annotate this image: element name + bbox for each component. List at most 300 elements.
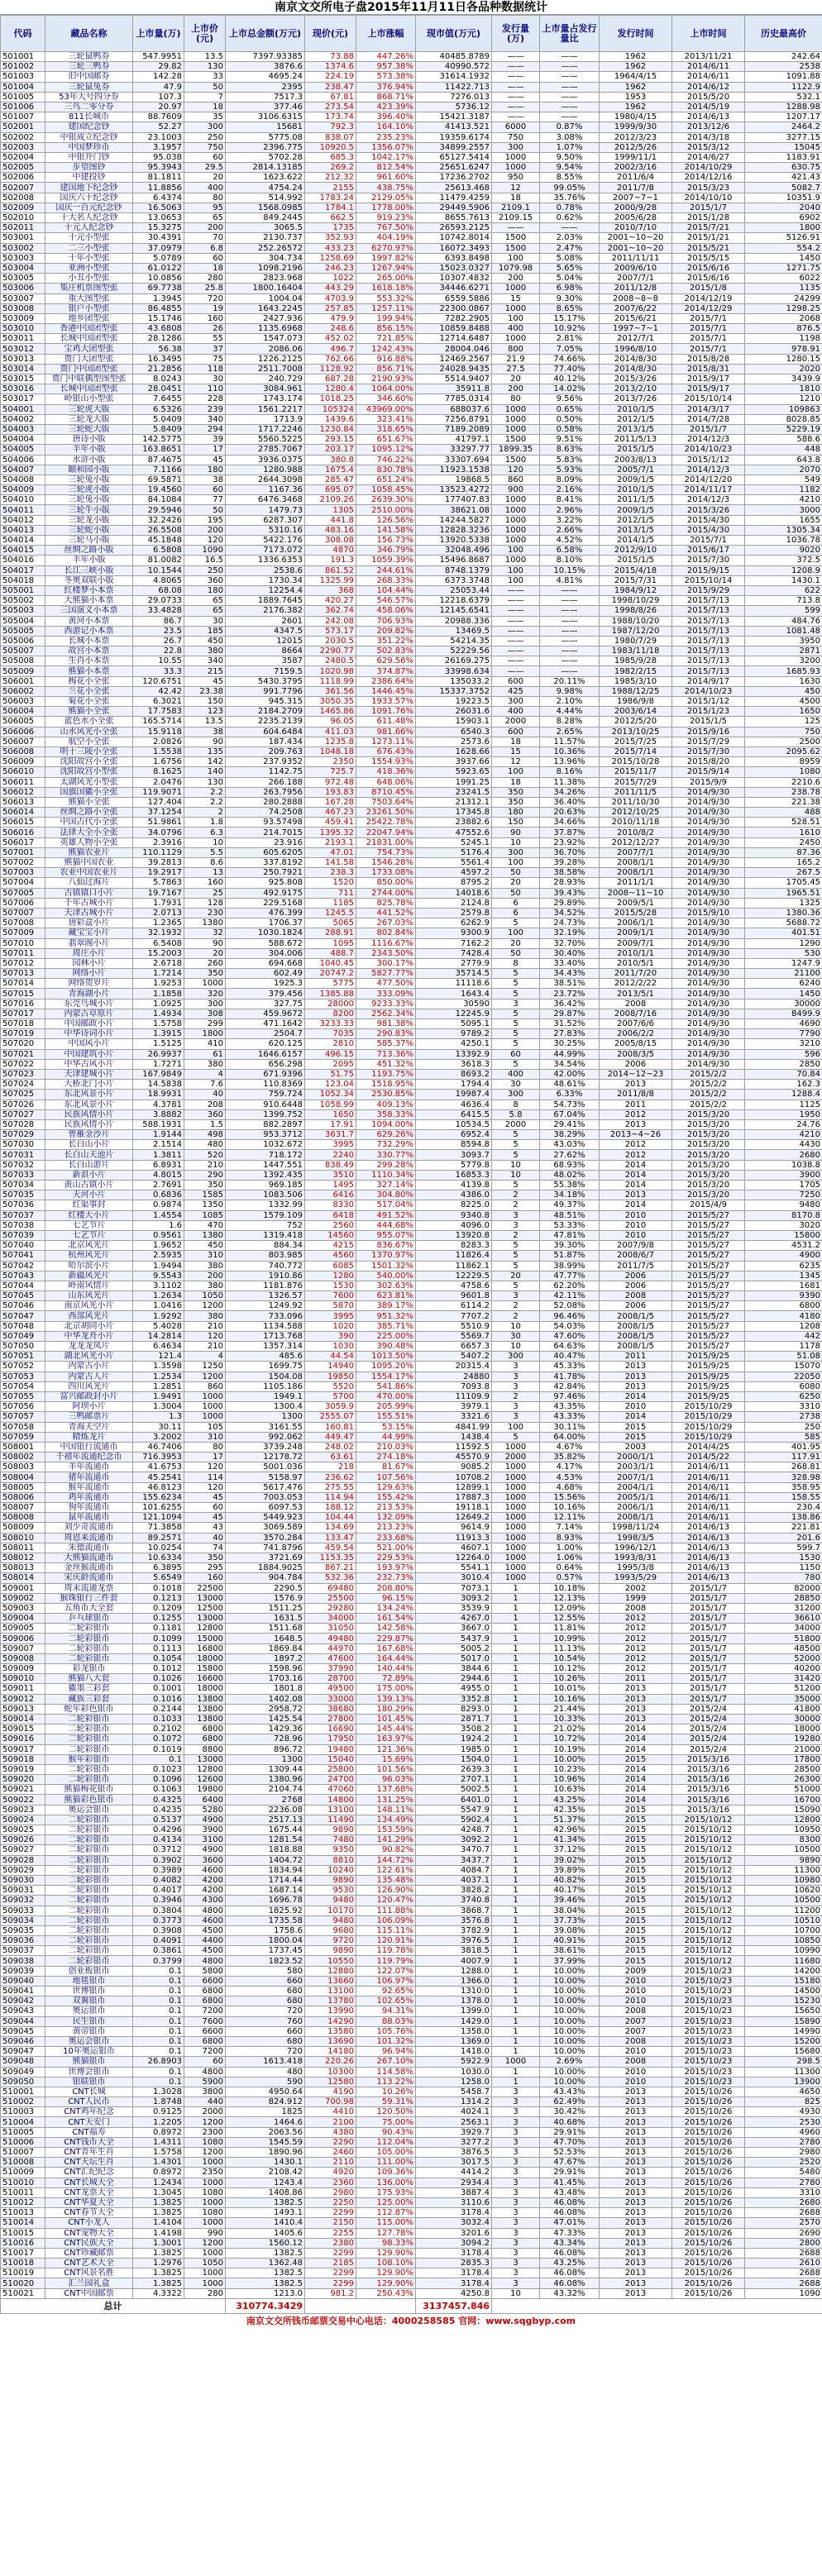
table-cell: 5688.72 <box>745 918 822 928</box>
table-cell: 4139.8 <box>416 1181 492 1190</box>
table-cell: 二轮彩银币 <box>45 1624 133 1634</box>
table-cell: 13.96% <box>540 757 600 767</box>
table-cell: 360 <box>184 1109 226 1119</box>
table-cell: 45 <box>184 676 226 686</box>
table-cell: 290 <box>184 1170 226 1180</box>
table-cell: 90.43% <box>356 2127 416 2137</box>
table-cell: 0.1019 <box>133 1744 184 1754</box>
table-cell: 506013 <box>1 797 45 807</box>
table-cell: 0.1 <box>133 2067 184 2077</box>
table-cell: 1.7271 <box>133 1059 184 1069</box>
table-cell: 509034 <box>1 1915 45 1925</box>
table-cell: 549 <box>745 475 822 484</box>
table-row <box>1 445 822 455</box>
table-cell: 2015/6/16 <box>672 274 745 284</box>
table-row <box>1 1886 822 1896</box>
table-cell: 1042.17% <box>356 152 416 162</box>
table-cell: 2015/10/23 <box>672 2006 745 2016</box>
table-cell: 496.15 <box>305 1049 356 1059</box>
table-cell: 11592.5 <box>416 1442 492 1452</box>
table-cell: 2570 <box>745 2218 822 2228</box>
table-cell: 0.1 <box>133 1976 184 1986</box>
table-cell: 2015/3/26 <box>672 505 745 515</box>
table-cell: 1988/12/25 <box>600 686 672 696</box>
table-row <box>1 1543 822 1553</box>
table-cell: 981.38% <box>356 1019 416 1029</box>
table-row <box>1 334 822 344</box>
table-row <box>1 1734 822 1744</box>
table-cell: 1258.0 <box>416 2077 492 2087</box>
table-row <box>1 1573 822 1583</box>
column-header: 现市值(万元) <box>416 16 492 52</box>
table-cell: 187.434 <box>226 737 305 747</box>
table-cell: 203.17 <box>305 445 356 455</box>
table-row <box>1 303 822 313</box>
table-cell: 507025 <box>1 1090 45 1100</box>
table-cell: 507031 <box>1 1150 45 1160</box>
table-cell: 1 <box>492 1845 540 1855</box>
table-row <box>1 958 822 968</box>
table-cell: 1.8748 <box>133 2097 184 2107</box>
table-row <box>1 62 822 72</box>
table-cell: 510008 <box>1 2158 45 2168</box>
table-cell: 4.81% <box>540 575 600 585</box>
table-cell: 6000 <box>492 122 540 132</box>
table-cell: 10.00% <box>540 1966 600 1976</box>
table-cell: 40.91% <box>540 1936 600 1946</box>
table-cell: 101.32% <box>356 2036 416 2046</box>
table-cell: 37.87% <box>540 828 600 837</box>
table-cell: 二轮彩银币 <box>45 1845 133 1855</box>
table-row <box>1 707 822 717</box>
table-cell: 2015/10/23 <box>672 2016 745 2026</box>
table-cell: 彩龙银币 <box>45 1664 133 1674</box>
table-cell: 2300 <box>184 2127 226 2137</box>
table-cell: 7035 <box>305 1029 356 1039</box>
table-cell: 471.1642 <box>226 1019 305 1029</box>
table-cell: 2290.5 <box>226 1583 305 1593</box>
table-cell: 26593.2125 <box>416 223 492 233</box>
table-cell: 3868.7 <box>416 1906 492 1915</box>
table-cell: 2014/6/13 <box>672 1563 745 1573</box>
table-cell: 0.3773 <box>133 1915 184 1925</box>
table-cell: 501001 <box>1 52 45 62</box>
table-cell: 5870 <box>305 1301 356 1311</box>
table-cell: 10 <box>492 2288 540 2298</box>
table-cell: 6657.3 <box>416 1342 492 1352</box>
table-cell: 1267.94% <box>356 263 416 273</box>
table-cell: 34.18% <box>540 1190 600 1200</box>
table-cell: 7003.053 <box>226 1492 305 1502</box>
table-cell: 岭南风情片 <box>45 1281 133 1290</box>
table-cell: 2008 <box>600 2006 672 2016</box>
table-cell: 1 <box>492 1987 540 1996</box>
table-cell: 506005 <box>1 717 45 727</box>
table-cell: 1095 <box>305 938 356 948</box>
table-cell: 882.2897 <box>226 1119 305 1129</box>
table-cell: 425 <box>492 686 540 696</box>
table-cell: 503008 <box>1 303 45 313</box>
table-cell: 1356.07% <box>356 142 416 152</box>
table-cell: 七艺节片 <box>45 1220 133 1230</box>
table-cell: 31050 <box>305 1624 356 1634</box>
table-cell: 2011/5/13 <box>600 435 672 445</box>
table-cell: 507019 <box>1 1029 45 1039</box>
table-cell: 919.23% <box>356 213 416 223</box>
table-cell: 13660 <box>305 1976 356 1986</box>
table-cell: 2014/6/11 <box>672 1492 745 1502</box>
table-cell: 3 <box>492 2197 540 2207</box>
table-cell: 11923.1538 <box>416 465 492 475</box>
table-cell: 2014/9/30 <box>672 847 745 857</box>
table-cell: 1982/2/15 <box>600 666 672 676</box>
table-cell: 504010 <box>1 495 45 505</box>
table-cell: 1993/5/29 <box>600 1573 672 1583</box>
table-cell: 1382.5 <box>226 2248 305 2258</box>
totals-label: 总计 <box>1 2298 226 2313</box>
table-cell: 2015/1/8 <box>672 284 745 293</box>
table-cell: 二轮彩银币 <box>45 1815 133 1825</box>
table-cell: 0.57% <box>540 1573 600 1583</box>
table-cell: 2644.3098 <box>226 475 305 484</box>
table-cell: 2013 <box>600 1362 672 1371</box>
table-row <box>1 485 822 495</box>
table-cell: 2000 <box>492 1119 540 1129</box>
table-cell: 10700 <box>745 1925 822 1935</box>
table-cell: 825 <box>745 2097 822 2107</box>
table-cell: 485.6 <box>226 1352 305 1362</box>
table-cell: 2.0476 <box>133 777 184 787</box>
table-cell: 3059.9 <box>305 1402 356 1412</box>
table-cell: 10.1544 <box>133 565 184 575</box>
table-cell: 2015/4/30 <box>672 525 745 535</box>
table-cell: 210 <box>184 1342 226 1352</box>
table-cell: 0.2102 <box>133 1724 184 1734</box>
table-cell: 114.94 <box>305 1492 356 1502</box>
table-cell: 2015/6/16 <box>672 263 745 273</box>
table-cell: 2007/1/1 <box>600 1472 672 1482</box>
table-cell: 2450 <box>745 837 822 847</box>
table-cell: 896.72 <box>226 1744 305 1754</box>
table-cell: 1 <box>492 1624 540 1634</box>
table-cell: 2014/9/30 <box>672 928 745 938</box>
table-cell: 25651.6247 <box>416 163 492 173</box>
table-cell: 15045 <box>745 142 822 152</box>
table-header-row <box>1 16 822 52</box>
table-cell: 308 <box>184 1009 226 1018</box>
table-cell: 37.73% <box>540 1915 600 1925</box>
table-cell: 1243.4 <box>226 2178 305 2187</box>
table-cell: 6600 <box>184 1976 226 1986</box>
table-cell: 5.8409 <box>133 424 184 434</box>
table-cell: 30.11 <box>133 1422 184 1432</box>
table-cell: 2014/6/13 <box>672 1573 745 1583</box>
table-cell: 188.12 <box>305 1503 356 1513</box>
table-cell: 1.2365 <box>133 918 184 928</box>
table-cell: 0.1213 <box>133 1593 184 1603</box>
table-cell: 5158.97 <box>226 1472 305 1482</box>
table-cell: 2015/10/12 <box>672 1865 745 1875</box>
table-cell: 1.3825 <box>133 2268 184 2278</box>
table-cell: 1985/3/10 <box>600 676 672 686</box>
table-cell: 3.1102 <box>133 1281 184 1290</box>
table-cell: 6559.5886 <box>416 293 492 303</box>
table-cell: 三轮龙小版 <box>45 515 133 525</box>
table-cell: 21.2856 <box>133 364 184 374</box>
table-cell: 7093.8 <box>416 1381 492 1391</box>
table-row <box>1 2057 822 2067</box>
table-cell: 2015/1/12 <box>672 455 745 465</box>
table-cell: 105324 <box>305 404 356 414</box>
table-cell: 1235.8 <box>305 737 356 747</box>
table-cell: 2.1514 <box>133 1140 184 1150</box>
table-cell: 二轮彩银币 <box>45 1946 133 1956</box>
table-cell: 77 <box>184 495 226 505</box>
table-cell: 856.15% <box>356 324 416 334</box>
table-cell: 161.54% <box>356 1614 416 1624</box>
table-cell: 503014 <box>1 364 45 374</box>
table-cell: 2014/1/5 <box>600 536 672 546</box>
table-cell: 599.7 <box>745 1543 822 1553</box>
table-cell: 20988.336 <box>416 616 492 626</box>
table-cell: 38.51% <box>540 979 600 989</box>
table-cell: 3979.1 <box>416 1402 492 1412</box>
table-cell: 981.66% <box>356 727 416 737</box>
table-cell: 43 <box>184 1523 226 1533</box>
table-cell: 2015/5/27 <box>672 1311 745 1321</box>
table-cell: —— <box>492 636 540 646</box>
table-cell: 90 <box>184 938 226 948</box>
table-cell: 868.71% <box>356 92 416 102</box>
table-cell: 1511.68 <box>226 1624 305 1634</box>
table-cell: 2010/7/10 <box>600 223 672 233</box>
table-cell: 25 <box>184 888 226 898</box>
table-cell: 2013 <box>600 2107 672 2117</box>
table-cell: 2814.13185 <box>226 163 305 173</box>
table-cell: 1280.4 <box>305 384 356 394</box>
table-cell: 502009 <box>1 203 45 212</box>
table-row <box>1 1775 822 1785</box>
table-cell: 1000 <box>184 2178 226 2187</box>
table-cell: 2980 <box>745 2148 822 2158</box>
table-cell: 2520 <box>745 2158 822 2168</box>
table-cell: 2010 <box>600 2047 672 2057</box>
table-cell: 2008~11~10 <box>600 888 672 898</box>
table-cell: 43.34% <box>540 2238 600 2248</box>
table-cell: 猴年流通币 <box>45 1482 133 1492</box>
table-cell: 503013 <box>1 354 45 364</box>
table-cell: 825.78% <box>356 898 416 908</box>
table-cell: 二轮彩银币 <box>45 1744 133 1754</box>
table-cell: 2008/1/1 <box>600 858 672 868</box>
table-cell: 1058.45% <box>356 485 416 495</box>
table-cell: 8655.7613 <box>416 213 492 223</box>
table-cell: 1429.0 <box>416 2016 492 2026</box>
table-cell: 4500 <box>745 697 822 707</box>
table-cell: 19.7167 <box>133 888 184 898</box>
table-cell: 2.6718 <box>133 958 184 968</box>
table-row <box>1 1049 822 1059</box>
table-cell: 452.02 <box>305 334 356 344</box>
table-cell: 5 <box>492 1281 540 1290</box>
table-cell: 280 <box>184 274 226 284</box>
table-cell: 三轮虎小版 <box>45 485 133 495</box>
table-cell: 110.8369 <box>226 1080 305 1090</box>
table-cell: 8.28% <box>540 717 600 727</box>
table-cell: 163.97% <box>356 1734 416 1744</box>
table-cell: 4200 <box>184 1875 226 1885</box>
table-cell: 2155 <box>305 183 356 193</box>
table-cell: 11.81% <box>540 1624 600 1634</box>
table-cell: 20315.4 <box>416 1362 492 1371</box>
table-cell: 集庄机票图型张 <box>45 284 133 293</box>
table-cell: 2010 <box>600 1987 672 1996</box>
table-cell: 8.1625 <box>133 767 184 777</box>
table-cell: 250 <box>184 565 226 575</box>
table-cell: 214.7015 <box>226 828 305 837</box>
table-cell: 2014/9/30 <box>672 948 745 958</box>
table-cell: 2015/4/9 <box>672 1200 745 1210</box>
table-cell: 3929.7 <box>416 2127 492 2137</box>
table-cell: 1408.86 <box>226 2187 305 2197</box>
table-cell: 13000 <box>184 1614 226 1624</box>
table-cell: 7.05% <box>540 344 600 354</box>
table-cell: 36610 <box>745 1614 822 1624</box>
table-cell: 11118.6 <box>416 979 492 989</box>
table-cell: 504014 <box>1 536 45 546</box>
table-cell: 32.70% <box>540 938 600 948</box>
table-cell: 510012 <box>1 2197 45 2207</box>
table-cell: 1048.18 <box>305 747 356 756</box>
table-cell: 2015/1/5 <box>672 717 745 727</box>
table-cell: 2015/7/13 <box>672 646 745 656</box>
table-cell: 2013 <box>600 1190 672 1200</box>
table-cell: 48.02% <box>540 1170 600 1180</box>
table-cell: 1 <box>492 1785 540 1795</box>
table-cell: 132.09% <box>356 1513 416 1523</box>
table-cell: 115.00% <box>356 2218 416 2228</box>
table-cell: 867.21 <box>305 1563 356 1573</box>
table-cell: 北京风光片 <box>45 1241 133 1251</box>
table-cell: 5560.5225 <box>226 435 305 445</box>
table-row <box>1 847 822 857</box>
table-cell: 9890 <box>745 1855 822 1865</box>
table-cell: 2014/9/30 <box>672 938 745 948</box>
table-cell: 138.86 <box>745 1513 822 1523</box>
table-cell: 3 <box>492 2218 540 2228</box>
table-cell: 3 <box>492 2208 540 2218</box>
table-cell: 7282.2905 <box>416 313 492 323</box>
table-cell: 19118.1 <box>416 1503 492 1513</box>
table-cell: 1178 <box>745 1342 822 1352</box>
table-cell: 4800 <box>184 1956 226 1966</box>
table-cell: 2958.72 <box>226 1704 305 1714</box>
table-cell: 二轮彩银币 <box>45 1855 133 1865</box>
table-cell: —— <box>540 62 600 72</box>
table-cell: 10.15% <box>540 565 600 575</box>
table-cell: 3800 <box>184 2087 226 2097</box>
table-cell: 10510 <box>745 1915 822 1925</box>
table-cell: 28500 <box>745 1764 822 1774</box>
table-cell: 17345.8 <box>416 808 492 818</box>
table-cell: 81.0082 <box>133 556 184 565</box>
table-cell: 573.38% <box>356 72 416 82</box>
table-cell: 2002/3/16 <box>600 163 672 173</box>
table-cell: 1310.0 <box>416 1987 492 1996</box>
table-cell: 1464.6 <box>226 2117 305 2127</box>
table-cell: 5 <box>492 1130 540 1140</box>
table-cell: 0.1023 <box>133 1764 184 1774</box>
table-cell: 507047 <box>1 1311 45 1321</box>
table-cell: 54.73% <box>540 1100 600 1109</box>
table-cell: 1504.0 <box>416 1754 492 1764</box>
table-cell: 1983/11/18 <box>600 646 672 656</box>
table-cell: 1980/4/15 <box>600 112 672 122</box>
table-cell: 0.4082 <box>133 1875 184 1885</box>
table-cell: 1733.08% <box>356 868 416 878</box>
table-cell: 925.808 <box>226 878 305 888</box>
table-cell: 28850 <box>745 1593 822 1603</box>
table-cell: 2236.08 <box>226 1805 305 1815</box>
table-cell: 5514.9407 <box>416 374 492 384</box>
table-cell: 1079.98 <box>492 263 540 273</box>
table-cell: 3 <box>492 2168 540 2178</box>
table-cell: 484.76 <box>745 616 822 626</box>
table-cell: 2014 <box>600 1775 672 1785</box>
table-cell: 504005 <box>1 445 45 455</box>
table-cell: 4347.5 <box>226 626 305 636</box>
table-cell: 1319.418 <box>226 1230 305 1240</box>
table-cell: 630.75 <box>745 163 822 173</box>
table-cell: 1.00% <box>540 1543 600 1553</box>
table-cell: 209.763 <box>226 747 305 756</box>
table-cell: 379.456 <box>226 989 305 999</box>
table-cell: 5800 <box>184 1966 226 1976</box>
table-cell: 509001 <box>1 1583 45 1593</box>
table-cell: 旧中国邮券 <box>45 72 133 82</box>
table-cell: 二轮彩银币 <box>45 1896 133 1906</box>
table-cell: 2011/1/5 <box>600 495 672 505</box>
table-cell: 131.25% <box>356 1795 416 1805</box>
table-cell: 433.23 <box>305 243 356 253</box>
table-cell: 916.88% <box>356 354 416 364</box>
table-cell: 0.4017 <box>133 1886 184 1896</box>
table-cell: 458.06% <box>356 606 416 616</box>
table-cell: 547.9951 <box>133 52 184 62</box>
table-cell: 100 <box>492 546 540 556</box>
table-cell: 中国古代小全张 <box>45 818 133 828</box>
table-cell: 2015/7/1 <box>672 324 745 334</box>
table-cell: 2015/1/21 <box>672 233 745 243</box>
table-cell: 380 <box>184 646 226 656</box>
table-cell: 1110.34% <box>356 1170 416 1180</box>
table-cell: 2.0713 <box>133 908 184 918</box>
table-cell: 1783.24 <box>305 193 356 203</box>
table-cell: 1735.58 <box>226 1915 305 1925</box>
table-cell: 2015/10/12 <box>672 1906 745 1915</box>
table-cell: 507007 <box>1 908 45 918</box>
table-cell: 20 <box>492 878 540 888</box>
table-cell: 贾门大团型张 <box>45 354 133 364</box>
table-cell: 121.4 <box>133 1352 184 1362</box>
table-cell: 1530 <box>305 1281 356 1290</box>
table-cell: 1.4554 <box>133 1210 184 1220</box>
table-cell: 360 <box>184 575 226 585</box>
table-cell: 9720 <box>305 1936 356 1946</box>
table-cell: 37990 <box>305 1664 356 1674</box>
table-cell: 1 <box>492 1925 540 1935</box>
table-cell: 3178.4 <box>416 2248 492 2258</box>
